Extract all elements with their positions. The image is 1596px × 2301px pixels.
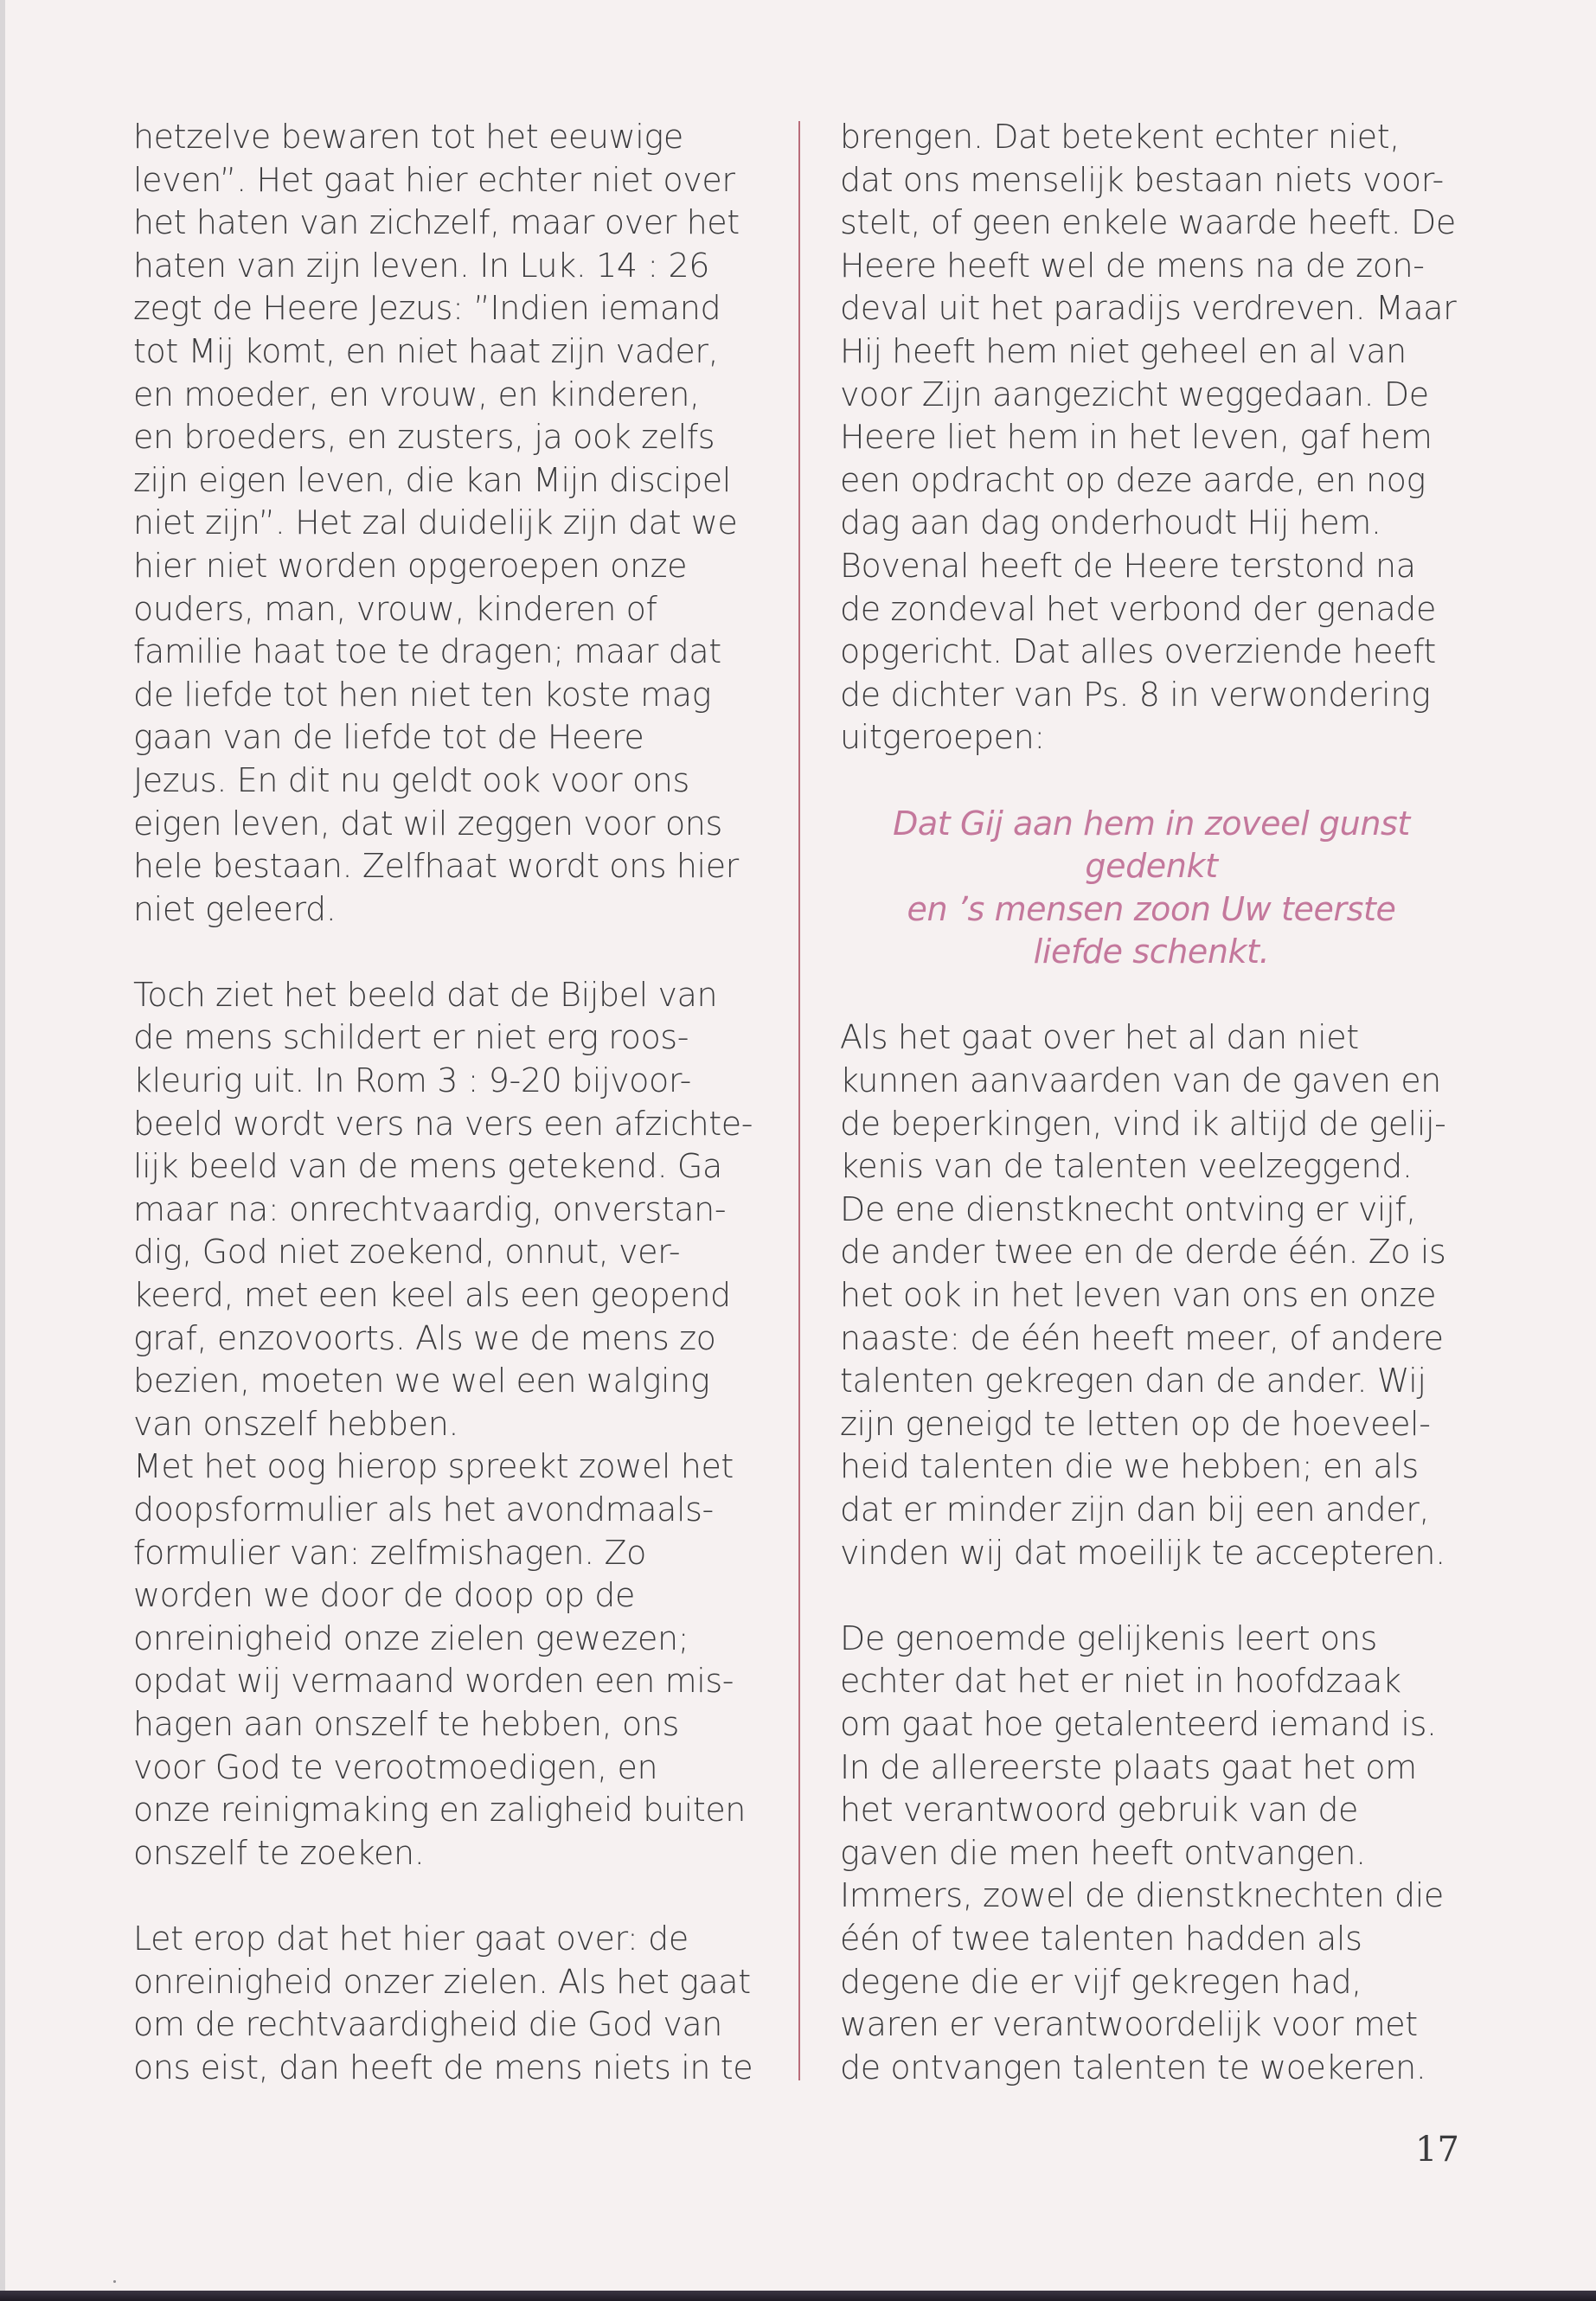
text-line: onszelf te zoeken. — [133, 1833, 425, 1872]
text-line: niet geleerd. — [133, 889, 337, 928]
paragraph-gap — [840, 760, 1463, 803]
column-divider — [798, 121, 800, 2080]
text-line: kunnen aanvaarden van de gaven en — [840, 1061, 1441, 1100]
paragraph-gap — [133, 1875, 778, 1918]
text-line: voor Zijn aangezicht weggedaan. De — [840, 375, 1429, 413]
text-line: de ontvangen talenten te woekeren. — [840, 2048, 1426, 2086]
text-line: onze reinigmaking en zaligheid buiten — [133, 1791, 746, 1830]
paper-speck — [113, 2280, 116, 2283]
text-line: Let erop dat het hier gaat over: de — [133, 1919, 689, 1958]
text-line: keerd, met een keel als een geopend — [133, 1276, 731, 1315]
paragraph-gap — [840, 974, 1463, 1017]
text-line: vinden wij dat moeilijk te accepteren. — [840, 1533, 1445, 1572]
text-line: de ander twee en de derde één. Zo is — [840, 1233, 1446, 1272]
poem-quote — [840, 803, 1463, 974]
text-line: stelt, of geen enkele waarde heeft. De — [840, 203, 1456, 242]
left-paragraph-3 — [133, 1918, 778, 2089]
page — [5, 0, 1596, 2291]
text-line: In de allereerste plaats gaat het om — [840, 1747, 1417, 1786]
text-line: hagen aan onszelf te hebben, ons — [133, 1704, 679, 1743]
text-line: brengen. Dat betekent echter niet, — [840, 118, 1400, 156]
right-paragraph-2 — [840, 1016, 1463, 1574]
text-line: Heere heeft wel de mens na de zon- — [840, 246, 1425, 285]
left-paragraph-2 — [133, 974, 778, 1875]
text-line: en moeder, en vrouw, en kinderen, — [133, 375, 700, 413]
text-line: Bovenal heeft de Heere terstond na — [840, 546, 1416, 585]
text-line: De genoemde gelijkenis leert ons — [840, 1618, 1377, 1657]
text-line: opgericht. Dat alles overziende heeft — [840, 632, 1436, 671]
text-line: hier niet worden opgeroepen onze — [133, 546, 688, 585]
text-line: één of twee talenten hadden als — [840, 1919, 1362, 1958]
text-line: talenten gekregen dan de ander. Wij — [840, 1362, 1426, 1400]
text-line: graf, enzovoorts. Als we de mens zo — [133, 1318, 716, 1357]
text-line: degene die er vijf gekregen had, — [840, 1962, 1362, 2001]
right-column — [840, 116, 1463, 2089]
text-line: de liefde tot hen niet ten koste mag — [133, 675, 711, 714]
text-line: het verantwoord gebruik van de — [840, 1791, 1359, 1830]
text-line: tot Mij komt, en niet haat zijn vader, — [133, 331, 719, 370]
text-line: zijn geneigd te letten op de hoeveel- — [840, 1404, 1431, 1443]
text-line: om de rechtvaardigheid die God van — [133, 2005, 722, 2044]
text-line: uitgeroepen: — [840, 718, 1045, 757]
text-line: gaven die men heeft ontvangen. — [840, 1833, 1366, 1872]
text-line: leven”. Het gaat hier echter niet over — [133, 160, 735, 199]
text-line: haten van zijn leven. In Luk. 14 : 26 — [133, 246, 710, 285]
text-line: het ook in het leven van ons en onze — [840, 1276, 1437, 1315]
text-line: niet zijn”. Het zal duidelijk zijn dat we — [133, 503, 738, 542]
text-line: familie haat toe te dragen; maar dat — [133, 632, 721, 671]
text-line: dat er minder zijn dan bij een ander, — [840, 1490, 1430, 1529]
text-line: maar na: onrechtvaardig, onverstan- — [133, 1189, 727, 1228]
text-line: een opdracht op deze aarde, en nog — [840, 460, 1426, 499]
text-line: hetzelve bewaren tot het eeuwige — [133, 118, 683, 156]
text-line: en broeders, en zusters, ja ook zelfs — [133, 418, 715, 457]
text-line: kleurig uit. In Rom 3 : 9-20 bijvoor- — [133, 1061, 691, 1100]
text-line: onreinigheid onzer zielen. Als het gaat — [133, 1962, 751, 2001]
text-line: deval uit het paradijs verdreven. Maar — [840, 289, 1457, 328]
text-line: heid talenten die we hebben; en als — [840, 1447, 1419, 1486]
text-line: kenis van de talenten veelzeggend. — [840, 1147, 1413, 1186]
text-line: waren er verantwoordelijk voor met — [840, 2005, 1418, 2044]
text-line: om gaat hoe getalenteerd iemand is. — [840, 1704, 1437, 1743]
right-paragraph-1 — [840, 116, 1463, 760]
text-line: Toch ziet het beeld dat de Bijbel van — [133, 975, 718, 1014]
text-line: De ene dienstknecht ontving er vijf, — [840, 1189, 1416, 1228]
text-line: hele bestaan. Zelfhaat wordt ons hier — [133, 847, 739, 886]
text-line: bezien, moeten we wel een walging — [133, 1362, 710, 1400]
text-line: de zondeval het verbond der genade — [840, 589, 1437, 628]
text-line: opdat wij vermaand worden een mis- — [133, 1662, 734, 1701]
text-line: dat ons menselijk bestaan niets voor- — [840, 160, 1444, 199]
text-line: de dichter van Ps. 8 in verwondering — [840, 675, 1431, 714]
text-line: Met het oog hierop spreekt zowel het — [133, 1447, 734, 1486]
text-line: dig, God niet zoekend, onnut, ver- — [133, 1233, 681, 1272]
text-line: zegt de Heere Jezus: ”Indien iemand — [133, 289, 721, 328]
left-paragraph-1 — [133, 116, 778, 931]
text-line: Immers, zowel de dienstknechten die — [840, 1876, 1444, 1915]
page-number: 17 — [1415, 2130, 1459, 2170]
text-line: ouders, man, vrouw, kinderen of — [133, 589, 657, 628]
text-line: lijk beeld van de mens getekend. Ga — [133, 1147, 722, 1186]
text-line: en ’s mensen zoon Uw teerste — [907, 889, 1396, 928]
text-line: Heere liet hem in het leven, gaf hem — [840, 418, 1433, 457]
text-line: voor God te verootmoedigen, en — [133, 1747, 658, 1786]
text-line: Jezus. En dit nu geldt ook voor ons — [133, 760, 689, 799]
text-line: eigen leven, dat wil zeggen voor ons — [133, 804, 722, 843]
text-line: zijn eigen leven, die kan Mijn discipel — [133, 460, 731, 499]
text-line: doopsformulier als het avondmaals- — [133, 1490, 714, 1529]
paragraph-gap — [840, 1574, 1463, 1618]
text-line: van onszelf hebben. — [133, 1404, 459, 1443]
text-line: beeld wordt vers na vers een afzichte- — [133, 1104, 753, 1143]
text-line: de beperkingen, vind ik altijd de gelij- — [840, 1104, 1446, 1143]
text-line: naaste: de één heeft meer, of andere — [840, 1318, 1444, 1357]
text-line: ons eist, dan heeft de mens niets in te — [133, 2048, 753, 2086]
text-line: worden we door de doop op de — [133, 1576, 635, 1615]
text-line: gedenkt — [1085, 847, 1218, 886]
text-line: gaan van de liefde tot de Heere — [133, 718, 644, 757]
text-line: onreinigheid onze zielen gewezen; — [133, 1618, 689, 1657]
scan-edge — [0, 2291, 1596, 2301]
paragraph-gap — [133, 931, 778, 974]
right-paragraph-3 — [840, 1618, 1463, 2090]
text-line: Dat Gij aan hem in zoveel gunst — [893, 804, 1410, 843]
text-line: het haten van zichzelf, maar over het — [133, 203, 740, 242]
text-line: liefde schenkt. — [1033, 933, 1270, 971]
text-line: de mens schildert er niet erg roos- — [133, 1018, 689, 1057]
text-line: Als het gaat over het al dan niet — [840, 1018, 1359, 1057]
text-line: dag aan dag onderhoudt Hij hem. — [840, 503, 1381, 542]
text-line: echter dat het er niet in hoofdzaak — [840, 1662, 1401, 1701]
text-line: formulier van: zelfmishagen. Zo — [133, 1533, 646, 1572]
text-line: Hij heeft hem niet geheel en al van — [840, 331, 1407, 370]
left-column — [133, 116, 778, 2089]
